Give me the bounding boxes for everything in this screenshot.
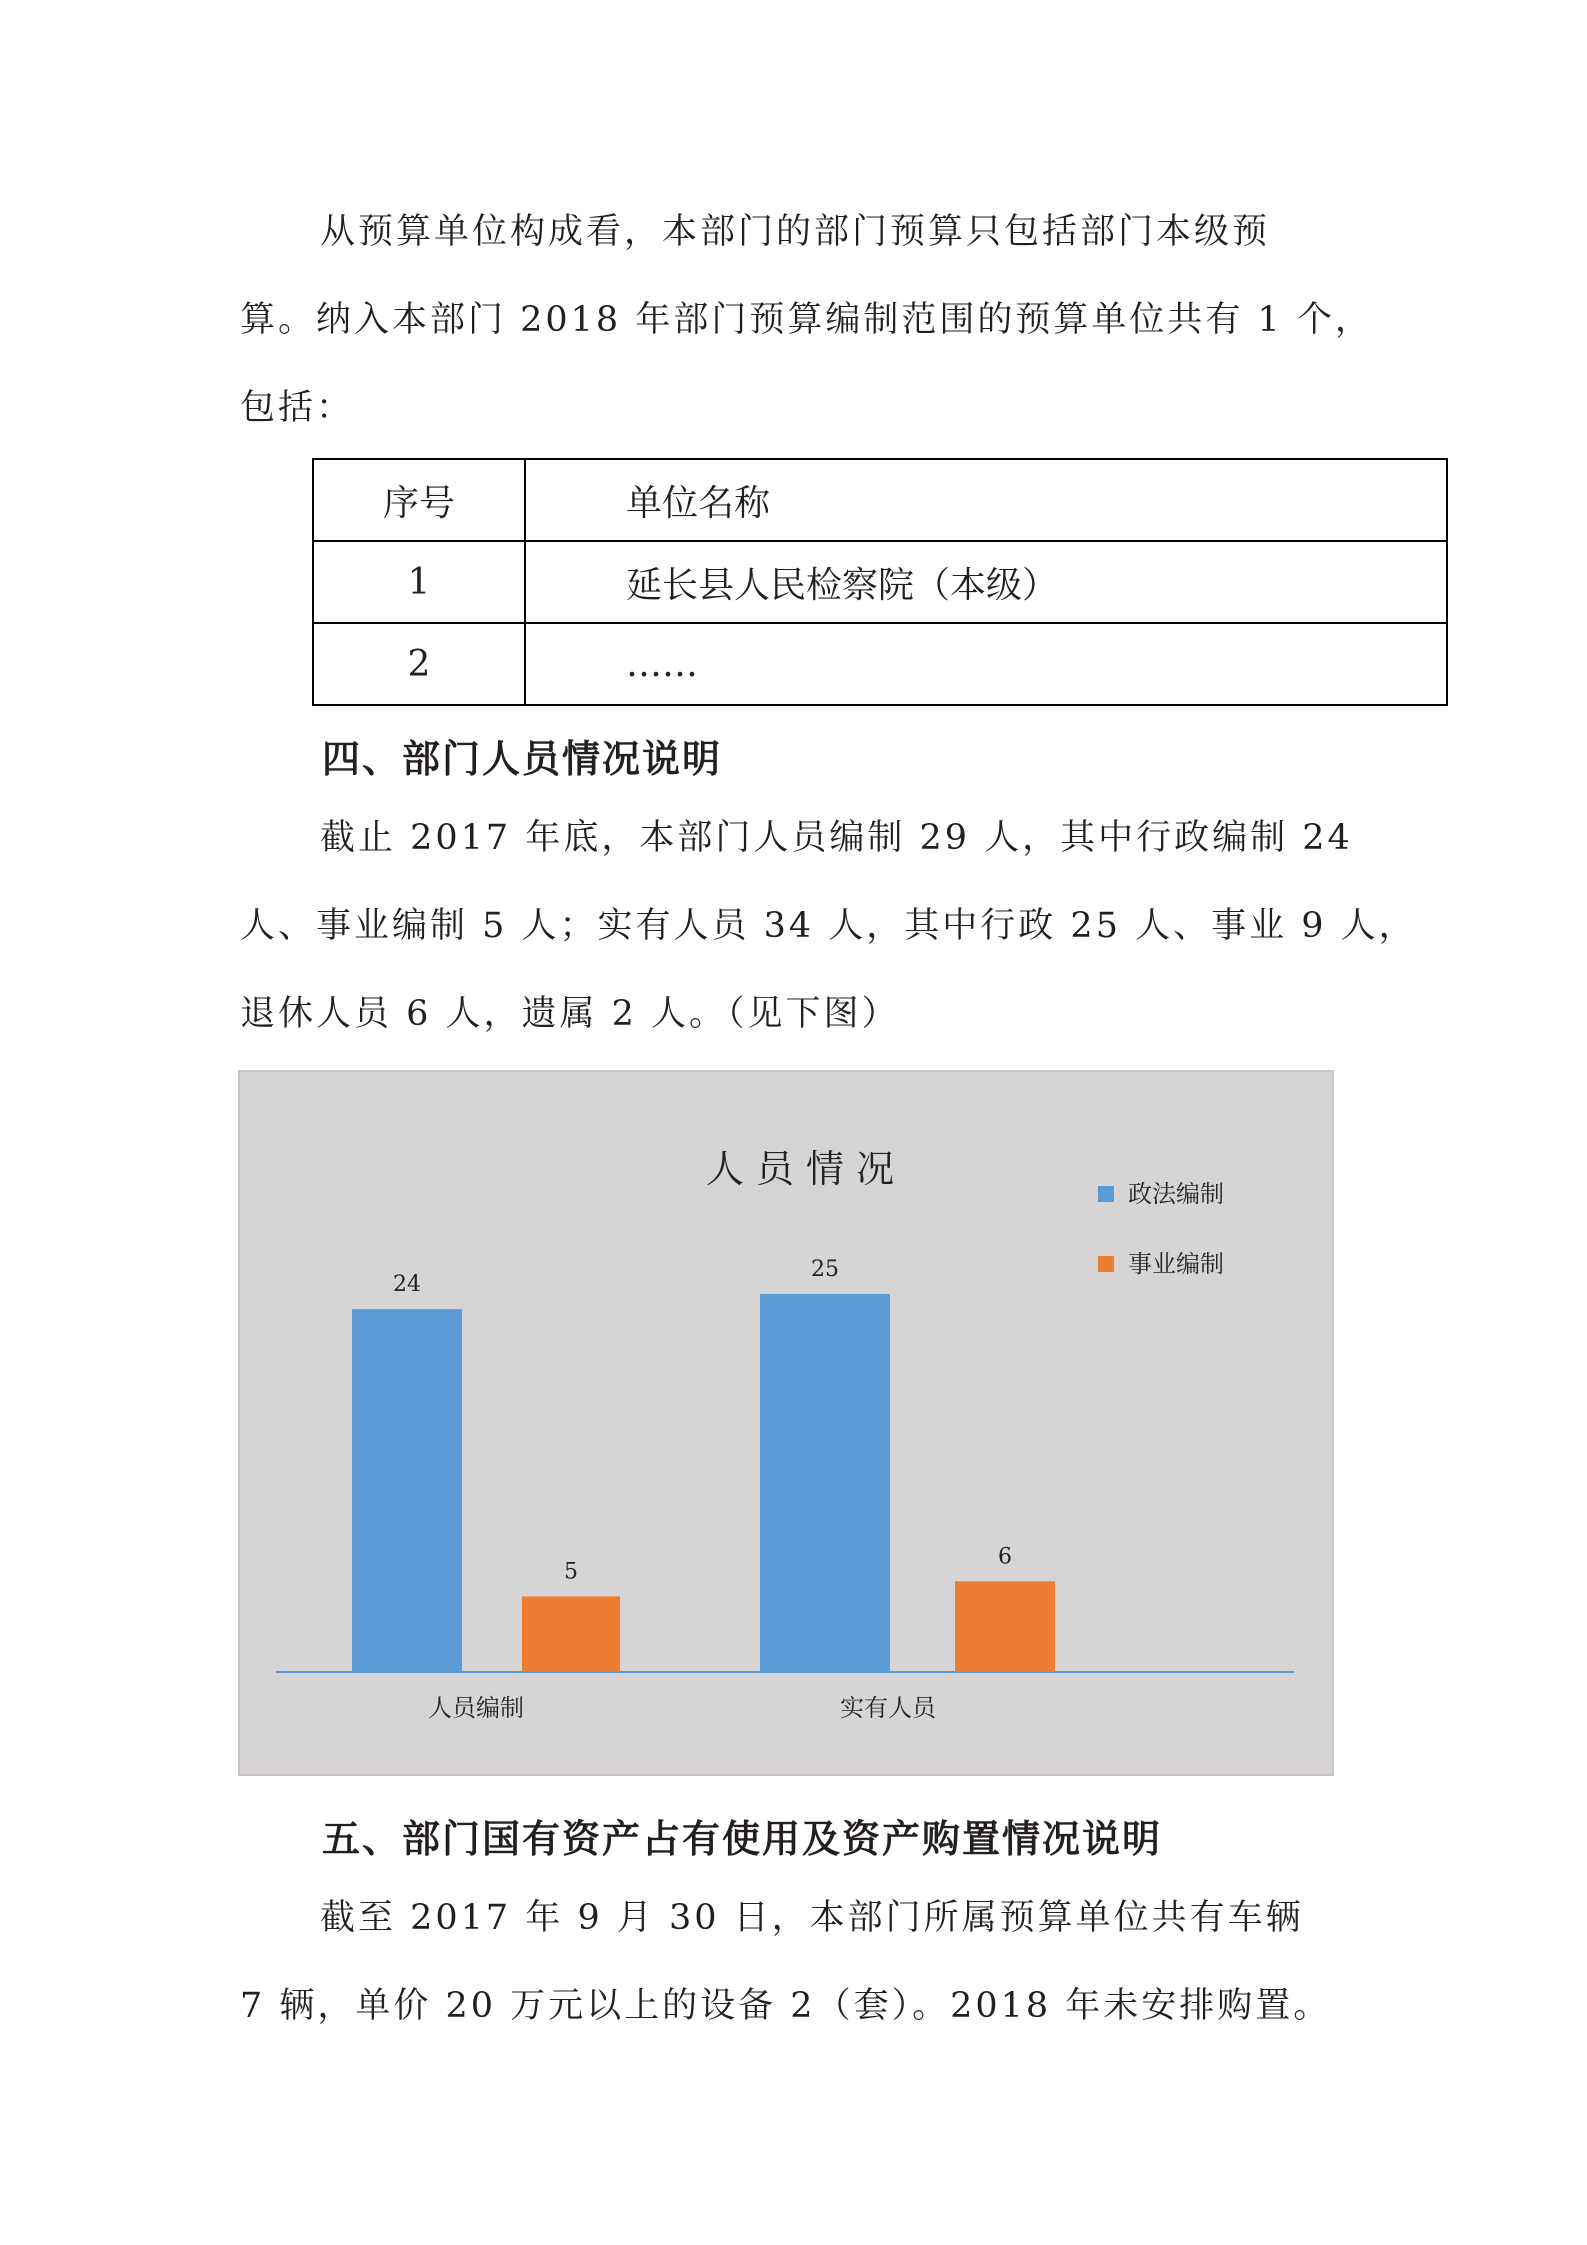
row-unit-name: …… [525,623,1447,705]
table-row [313,623,1447,705]
intro-paragraph [240,188,1373,452]
x-tick-label: 人员编制 [428,1694,524,1722]
section4-heading: 四、部门人员情况说明 [322,737,723,781]
row-unit-name: 延长县人民检察院（本级） [525,541,1447,623]
legend-swatch-shiye [1098,1256,1114,1272]
row-index: 1 [313,541,525,623]
section5-paragraph [240,1874,1360,2050]
bar-data-label: 6 [998,1544,1012,1570]
chart-title: 人 员 情 况 [705,1147,895,1191]
staff-chart [238,1070,1334,1776]
table-header-row [313,459,1447,541]
section5-line: 7 辆，单价 20 万元以上的设备 2（套）。2018 年未安排购置。 [240,1986,1332,2026]
table-row [313,541,1447,623]
staff-chart-svg [240,1072,1332,1774]
legend-label: 政法编制 [1128,1180,1224,1208]
section4-line: 退休人员 6 人，遗属 2 人。（见下图） [240,994,900,1034]
intro-line: 从预算单位构成看，本部门的部门预算只包括部门本级预 [320,212,1271,252]
legend-swatch-zhengfa [1098,1186,1114,1202]
intro-line: 算。纳入本部门 2018 年部门预算编制范围的预算单位共有 1 个， [240,300,1373,340]
section5-heading: 五、部门国有资产占有使用及资产购置情况说明 [322,1817,1163,1861]
section4-paragraph [240,794,1417,1058]
bar-data-label: 5 [564,1559,578,1585]
section4-line: 人、事业编制 5 人；实有人员 34 人，其中行政 25 人、事业 9 人， [240,906,1417,946]
section4-line: 截止 2017 年底，本部门人员编制 29 人，其中行政编制 24 [320,818,1353,858]
header-unit-name: 单位名称 [525,459,1447,541]
header-index: 序号 [313,459,525,541]
bar [955,1581,1055,1672]
bar [522,1596,620,1672]
row-index: 2 [313,623,525,705]
bar [352,1309,462,1672]
legend-label: 事业编制 [1128,1250,1224,1278]
x-tick-label: 实有人员 [840,1694,936,1722]
section5-line: 截至 2017 年 9 月 30 日，本部门所属预算单位共有车辆 [320,1898,1304,1938]
bar-data-label: 24 [393,1272,421,1298]
bar-data-label: 25 [811,1257,839,1282]
unit-table [312,458,1448,706]
bar [760,1294,890,1672]
intro-line: 包括： [240,388,355,428]
